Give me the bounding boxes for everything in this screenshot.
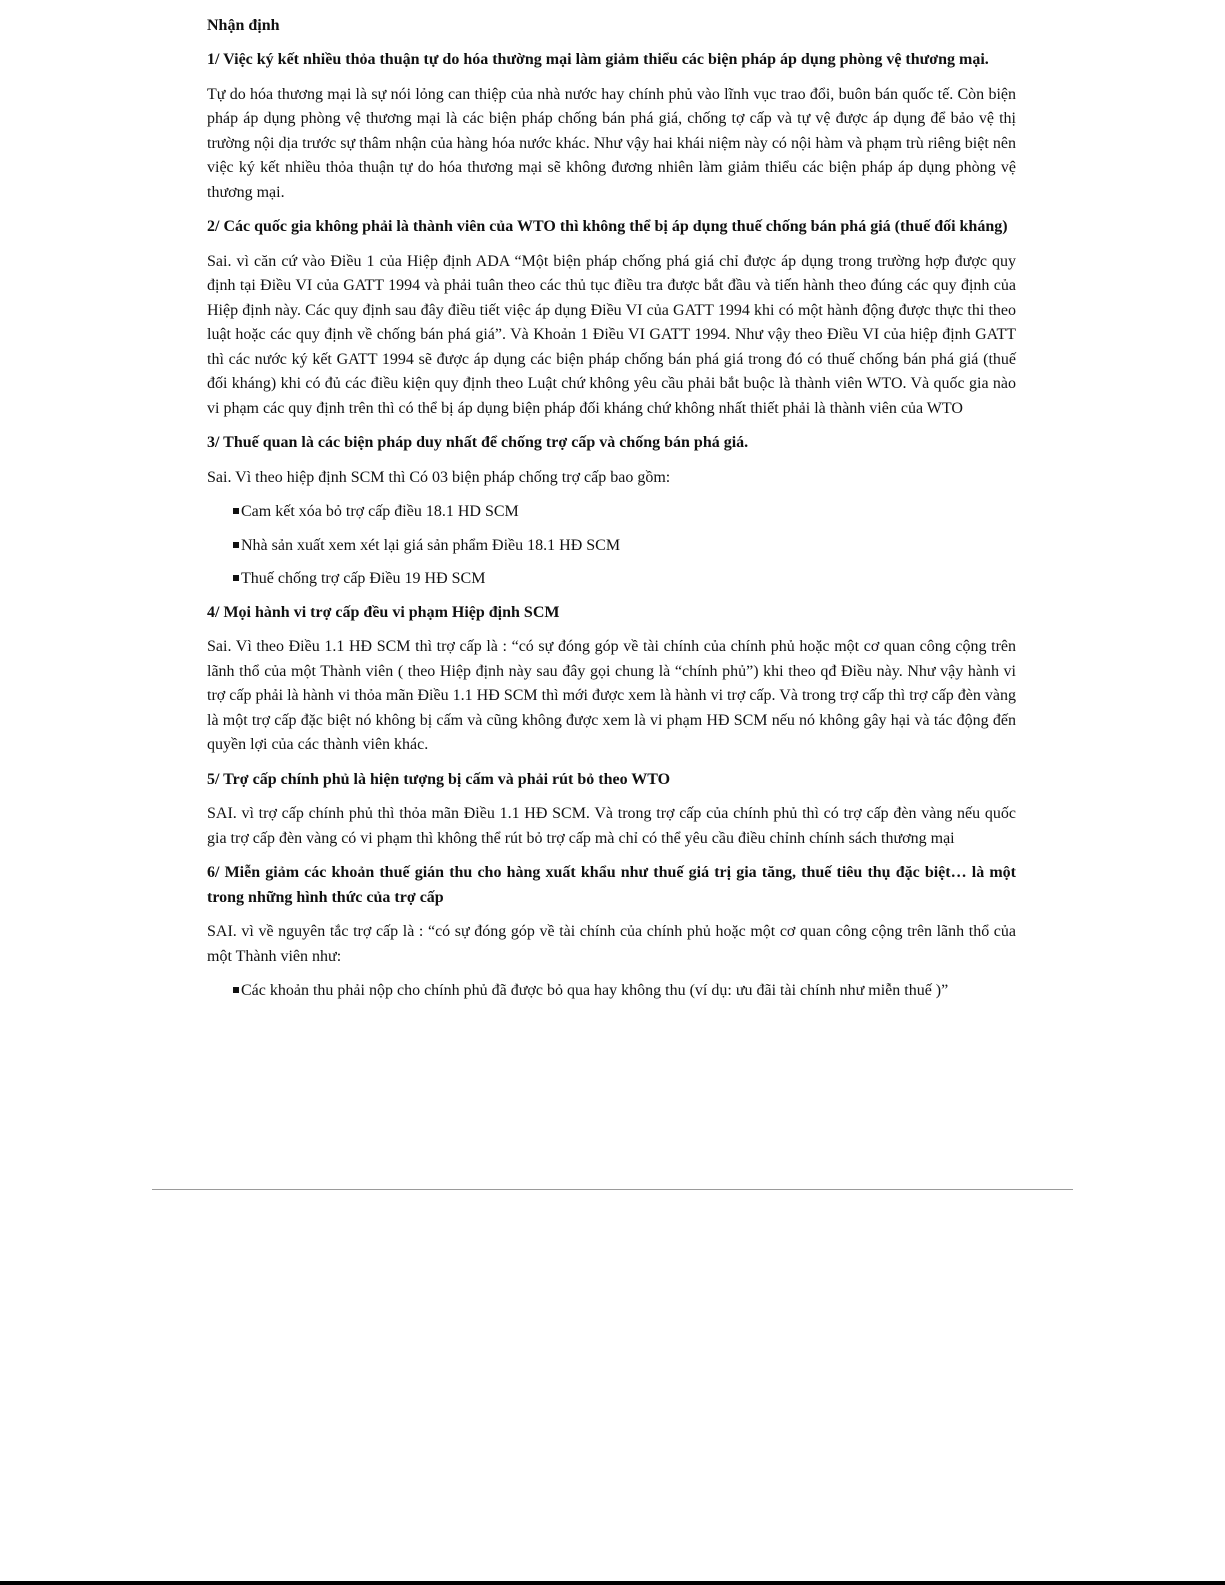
list-item-text: Thuế chống trợ cấp Điều 19 HĐ SCM: [241, 570, 486, 587]
statement-answer: Tự do hóa thương mại là sự nói lỏng can thiệp của nhà nước hay chính phủ vào lĩnh vục trao đổi, buôn bán quốc tế. Còn biện pháp áp dụng phòng vệ thương mại là các biện pháp chống bán phá giá, chống tợ cấp và tự vệ được áp dụng để bảo vệ thị trường nội dịa trước sự thâm nhận của hàng hóa nước khác. Như vậy hai khái niệm này có nội hàm và phạm trù riêng biệt nên việc ký kết nhiều thỏa thuận tự do hóa thương mại sẽ không đương nhiên làm giảm thiểu các biện pháp áp dụng phòng vệ thương mại.: [207, 85, 1016, 201]
statement-question: 3/ Thuế quan là các biện pháp duy nhất để chống trợ cấp và chống bán phá giá.: [207, 434, 749, 451]
statement-item: [207, 768, 1016, 852]
statement-item: [207, 48, 1016, 205]
statement-answer: Sai. Vì theo Điều 1.1 HĐ SCM thì trợ cấp là : “có sự đóng góp về tài chính của chính phủ hoặc một cơ quan công cộng trên lãnh thổ của một Thành viên ( theo Hiệp định này sau đây gọi chung là “chính phủ”) khi theo qđ Điều này. Như vậy hành vi trợ cấp phải là hành vi thỏa mãn Điều 1.1 HĐ SCM thì mới được xem là hành vi trợ cấp. Và trong trợ cấp thì trợ cấp đèn vàng là một trợ cấp đặc biệt nó không bị cấm và cũng không được xem là vi phạm HĐ SCM nếu nó không gây hại và tác động đến quyền lợi của các thành viên khác.: [207, 638, 1016, 753]
document-heading: Nhận định: [207, 17, 280, 34]
bullet-list: [207, 979, 1016, 1003]
square-bullet-icon: [233, 542, 239, 548]
document-body: [207, 14, 1016, 1013]
square-bullet-icon: [233, 575, 239, 581]
statement-question: 2/ Các quốc gia không phải là thành viên của WTO thì không thể bị áp dụng thuế chống bán phá giá (thuế đối kháng): [207, 218, 1008, 235]
list-item: [233, 500, 1016, 524]
list-item-text: Nhà sản xuất xem xét lại giá sản phẩm Điều 18.1 HĐ SCM: [241, 536, 621, 554]
statement-question: 4/ Mọi hành vi trợ cấp đều vi phạm Hiệp định SCM: [207, 603, 560, 621]
list-item-text: Cam kết xóa bỏ trợ cấp điều 18.1 HD SCM: [241, 503, 519, 520]
statement-question: 6/ Miễn giảm các khoản thuế gián thu cho hàng xuất khẩu như thuế giá trị gia tăng, thuế tiêu thụ đặc biệt… là một trong những hình thức của trợ cấp: [207, 864, 1016, 906]
statement-answer: SAI. vì về nguyên tắc trợ cấp là : “có sự đóng góp về tài chính của chính phủ hoặc một cơ quan công cộng trên lãnh thổ của một Thành viên như:: [207, 923, 1016, 965]
statement-answer: SAI. vì trợ cấp chính phủ thì thỏa mãn Điều 1.1 HĐ SCM. Và trong trợ cấp của chính phủ thì có trợ cấp đèn vàng nếu quốc gia trợ cấp đèn vàng có vi phạm thì không thể rút bỏ trợ cấp mà chỉ có thể yêu cầu điều chỉnh chính sách thương mại: [207, 805, 1016, 847]
square-bullet-icon: [233, 508, 239, 514]
page-divider: [152, 1189, 1073, 1190]
statement-question: 1/ Việc ký kết nhiều thỏa thuận tự do hóa thường mại làm giảm thiểu các biện pháp áp dụng phòng vệ thương mại.: [207, 51, 989, 68]
page-bottom-edge: [0, 1581, 1225, 1585]
statement-answer: Sai. vì căn cứ vào Điều 1 của Hiệp định ADA “Một biện pháp chống phá giá chỉ được áp dụng trong trường hợp được quy định tại Điều VI của GATT 1994 và phải tuân theo các thủ tục điều tra được bắt đầu và tiến hành theo đúng các quy định của Hiệp định này. Các quy định sau đây điều tiết việc áp dụng Điều VI của GATT 1994 khi có một hành động được thực thi theo luật hoặc các quy định về chống bán phá giá”. Và Khoản 1 Điều VI GATT 1994. Như vậy theo Điều VI của hiệp định GATT thì các nước ký kết GATT 1994 sẽ được áp dụng các biện pháp chống bán phá giá trong đó có thuế chống bán phá giá (thuế đối kháng) khi có đủ các điều kiện quy định theo Luật chứ không yêu cầu phải bắt buộc là thành viên WTO. Và quốc gia nào vi phạm các quy định trên thì có thể bị áp dụng biện pháp đối kháng chứ không nhất thiết phải là thành viên của WTO: [207, 252, 1016, 417]
statement-item: [207, 431, 1016, 591]
list-item-text: Các khoản thu phải nộp cho chính phủ đã được bỏ qua hay không thu (ví dụ: ưu đãi tài chính như miễn thuế )”: [241, 982, 949, 999]
bullet-list: [207, 500, 1016, 591]
statement-answer: Sai. Vì theo hiệp định SCM thì Có 03 biện pháp chống trợ cấp bao gồm:: [207, 468, 671, 486]
list-item: [233, 534, 1016, 558]
statement-item: [207, 601, 1016, 758]
square-bullet-icon: [233, 987, 239, 993]
list-item: [233, 567, 1016, 591]
statement-item: [207, 861, 1016, 1003]
statement-question: 5/ Trợ cấp chính phủ là hiện tượng bị cấm và phải rút bỏ theo WTO: [207, 770, 671, 788]
statement-item: [207, 215, 1016, 421]
list-item: [233, 979, 1016, 1003]
